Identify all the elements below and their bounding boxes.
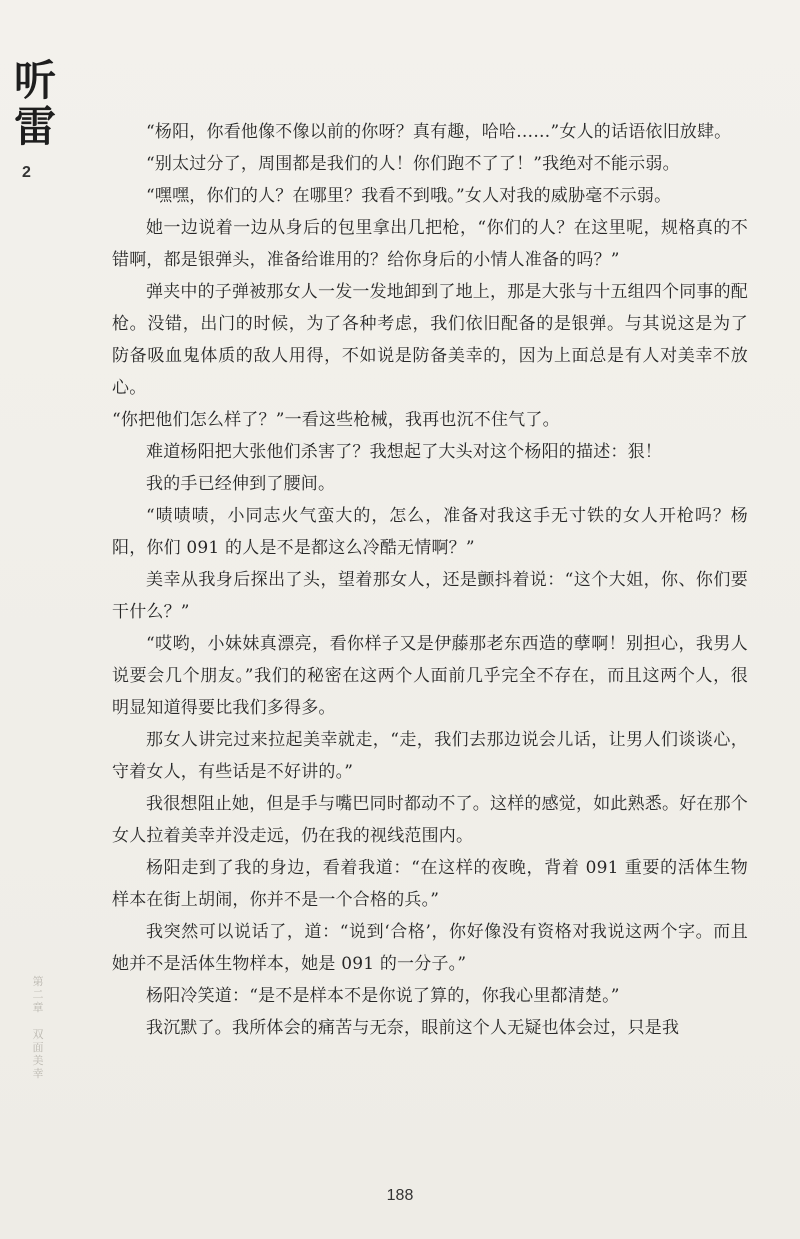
volume-number: 2 xyxy=(22,164,31,181)
paragraph: 我突然可以说话了，道：“说到‘合格’，你好像没有资格对我说这两个字。而且她并不是活体生物样本，她是 091 的一分子。” xyxy=(112,922,748,974)
paragraph: “嘿嘿，你们的人？在哪里？我看不到哦。”女人对我的威胁毫不示弱。 xyxy=(146,186,672,206)
series-title-char-2: 雷 xyxy=(14,102,57,151)
chapter-name-char: 双 xyxy=(32,1028,44,1041)
series-title xyxy=(14,58,56,150)
chapter-name-char: 幸 xyxy=(32,1067,44,1080)
paragraph: “别太过分了，周围都是我们的人！你们跑不了了！”我绝对不能示弱。 xyxy=(146,154,680,174)
paragraph: 我沉默了。我所体会的痛苦与无奈，眼前这个人无疑也体会过，只是我 xyxy=(146,1018,680,1038)
paragraph: 她一边说着一边从身后的包里拿出几把枪，“你们的人？在这里呢，规格真的不错啊，都是银弹头，准备给谁用的？给你身后的小情人准备的吗？” xyxy=(112,218,748,270)
paragraph: “哎哟，小妹妹真漂亮，看你样子又是伊藤那老东西造的孽啊！别担心，我男人说要会几个朋友。”我们的秘密在这两个人面前几乎完全不存在，而且这两个人，很明显知道得要比我们多得多。 xyxy=(112,634,748,718)
paragraph: 那女人讲完过来拉起美幸就走，“走，我们去那边说会儿话，让男人们谈谈心，守着女人，有些话是不好讲的。” xyxy=(112,730,748,782)
paragraph: “杨阳，你看他像不像以前的你呀？真有趣，哈哈……”女人的话语依旧放肆。 xyxy=(146,122,732,142)
chapter-char: 二 xyxy=(32,988,44,1001)
chapter-name-char: 面 xyxy=(32,1041,44,1054)
paragraph: 杨阳走到了我的身边，看着我道：“在这样的夜晚，背着 091 重要的活体生物样本在街上胡闹，你并不是一个合格的兵。” xyxy=(112,858,748,910)
body-text xyxy=(112,116,748,1044)
paragraph: 我很想阻止她，但是手与嘴巴同时都动不了。这样的感觉，如此熟悉。好在那个女人拉着美幸并没走远，仍在我的视线范围内。 xyxy=(112,794,748,846)
paragraph: 美幸从我身后探出了头，望着那女人，还是颤抖着说：“这个大姐，你、你们要干什么？” xyxy=(112,570,748,622)
series-title-char-1: 听 xyxy=(14,56,57,105)
chapter-char: 章 xyxy=(32,1001,44,1014)
page-number: 188 xyxy=(386,1187,414,1204)
paragraph: “啧啧啧，小同志火气蛮大的，怎么，准备对我这手无寸铁的女人开枪吗？杨阳，你们 091 的人是不是都这么冷酷无情啊？” xyxy=(112,506,748,558)
side-chapter-mark xyxy=(28,975,48,1080)
paragraph: 杨阳冷笑道：“是不是样本不是你说了算的，你我心里都清楚。” xyxy=(146,986,620,1006)
chapter-char: 第 xyxy=(32,975,44,988)
paragraph: 弹夹中的子弹被那女人一发一发地卸到了地上，那是大张与十五组四个同事的配枪。没错，出门的时候，为了各种考虑，我们依旧配备的是银弹。与其说这是为了防备吸血鬼体质的敌人用得，不如说是防备美幸的，因为上面总是有人对美幸不放心。 xyxy=(112,282,748,398)
paragraph: 我的手已经伸到了腰间。 xyxy=(146,474,336,494)
paragraph: “你把他们怎么样了？”一看这些枪械，我再也沉不住气了。 xyxy=(112,410,560,430)
chapter-name-char: 美 xyxy=(32,1054,44,1067)
paragraph: 难道杨阳把大张他们杀害了？我想起了大头对这个杨阳的描述：狠！ xyxy=(146,442,662,462)
